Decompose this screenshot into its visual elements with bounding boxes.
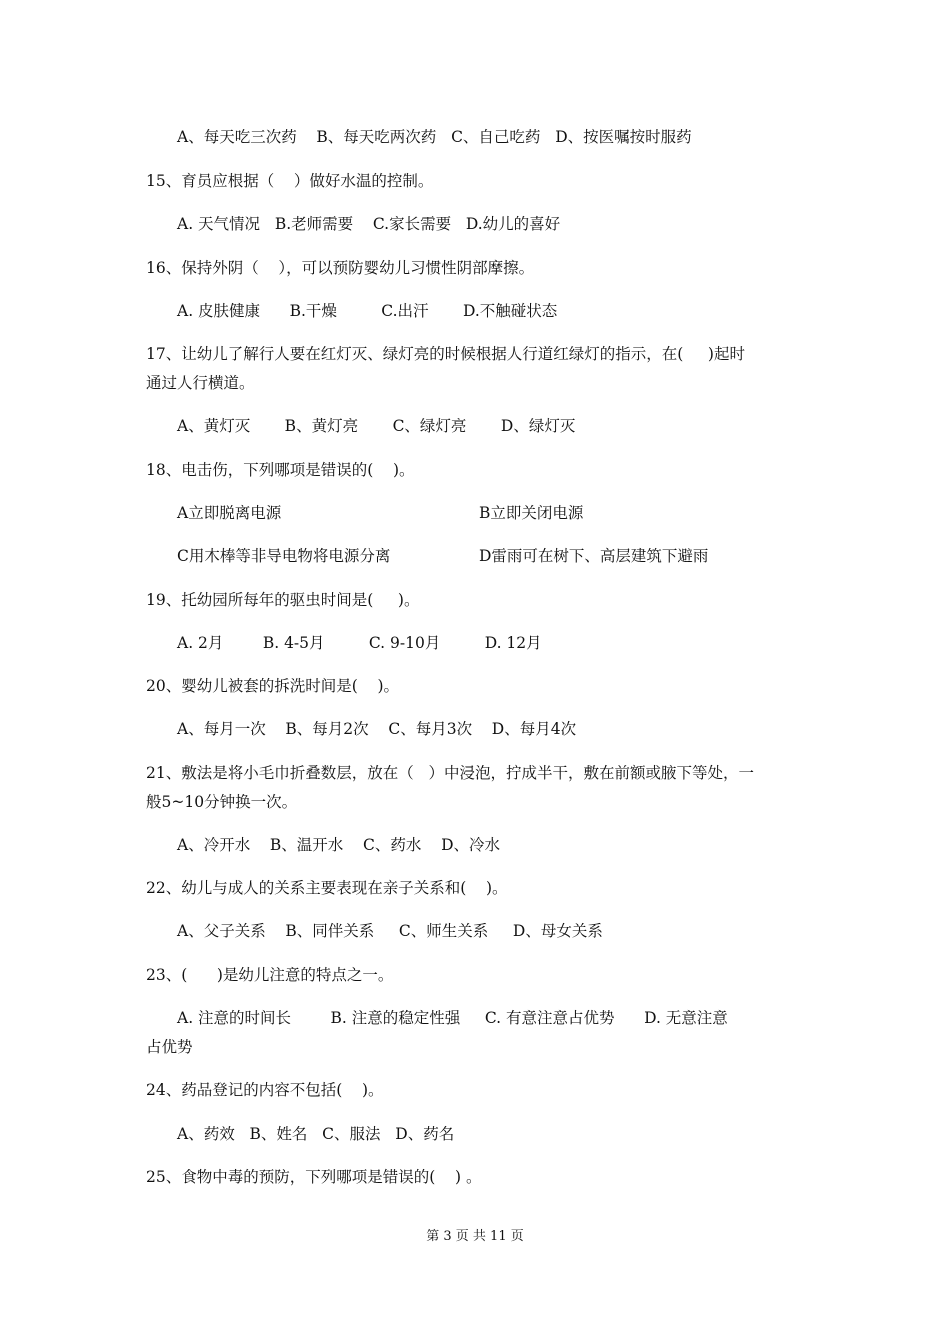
q21-options: A、冷开水 B、温开水 C、药水 D、冷水 [177,836,500,854]
question-25: 25、食物中毒的预防，下列哪项是错误的( ) 。 [146,1168,482,1186]
question-17: 17、让幼儿了解行人要在红灯灭、绿灯亮的时候根据人行道红绿灯的指示，在( )起时 [146,345,745,363]
question-24: 24、药品登记的内容不包括( )。 [146,1081,384,1099]
q24-options: A、药效 B、姓名 C、服法 D、药名 [177,1125,455,1143]
q23-options-continued: 占优势 [146,1038,193,1056]
q19-options: A. 2月 B. 4-5月 C. 9-10月 D. 12月 [177,634,542,652]
question-17-continued: 通过人行横道。 [146,374,255,392]
question-23: 23、( )是幼儿注意的特点之一。 [146,966,394,984]
question-21-continued: 般5~10分钟换一次。 [146,793,298,811]
question-22: 22、幼儿与成人的关系主要表现在亲子关系和( )。 [146,879,508,897]
q18-option-c: C用木棒等非导电物将电源分离 [177,547,391,565]
q22-options: A、父子关系 B、同伴关系 C、师生关系 D、母女关系 [177,922,603,940]
q18-option-d: D雷雨可在树下、高层建筑下避雨 [479,547,709,565]
q20-options: A、每月一次 B、每月2次 C、每月3次 D、每月4次 [177,720,577,738]
question-19: 19、托幼园所每年的驱虫时间是( )。 [146,591,420,609]
q15-options: A. 天气情况 B.老师需要 C.家长需要 D.幼儿的喜好 [177,215,561,233]
question-16: 16、保持外阴（ ），可以预防婴幼儿习惯性阴部摩擦。 [146,259,535,277]
question-21: 21、敷法是将小毛巾折叠数层，放在（ ）中浸泡，拧成半干，敷在前额或腋下等处，一 [146,764,755,782]
q18-option-a: A立即脱离电源 [177,504,282,522]
question-20: 20、婴幼儿被套的拆洗时间是( )。 [146,677,400,695]
q23-options: A. 注意的时间长 B. 注意的稳定性强 C. 有意注意占优势 D. 无意注意 [177,1009,728,1027]
q17-options: A、黄灯灭 B、黄灯亮 C、绿灯亮 D、绿灯灭 [177,417,576,435]
q18-option-b: B立即关闭电源 [479,504,584,522]
page-footer: 第 3 页 共 11 页 [426,1229,524,1244]
question-15: 15、育员应根据（ ）做好水温的控制。 [146,172,434,190]
q16-options: A. 皮肤健康 B.干燥 C.出汗 D.不触碰状态 [177,302,558,320]
q14-options: A、每天吃三次药 B、每天吃两次药 C、自己吃药 D、按医嘱按时服药 [177,128,692,146]
question-18: 18、电击伤，下列哪项是错误的( )。 [146,461,415,479]
